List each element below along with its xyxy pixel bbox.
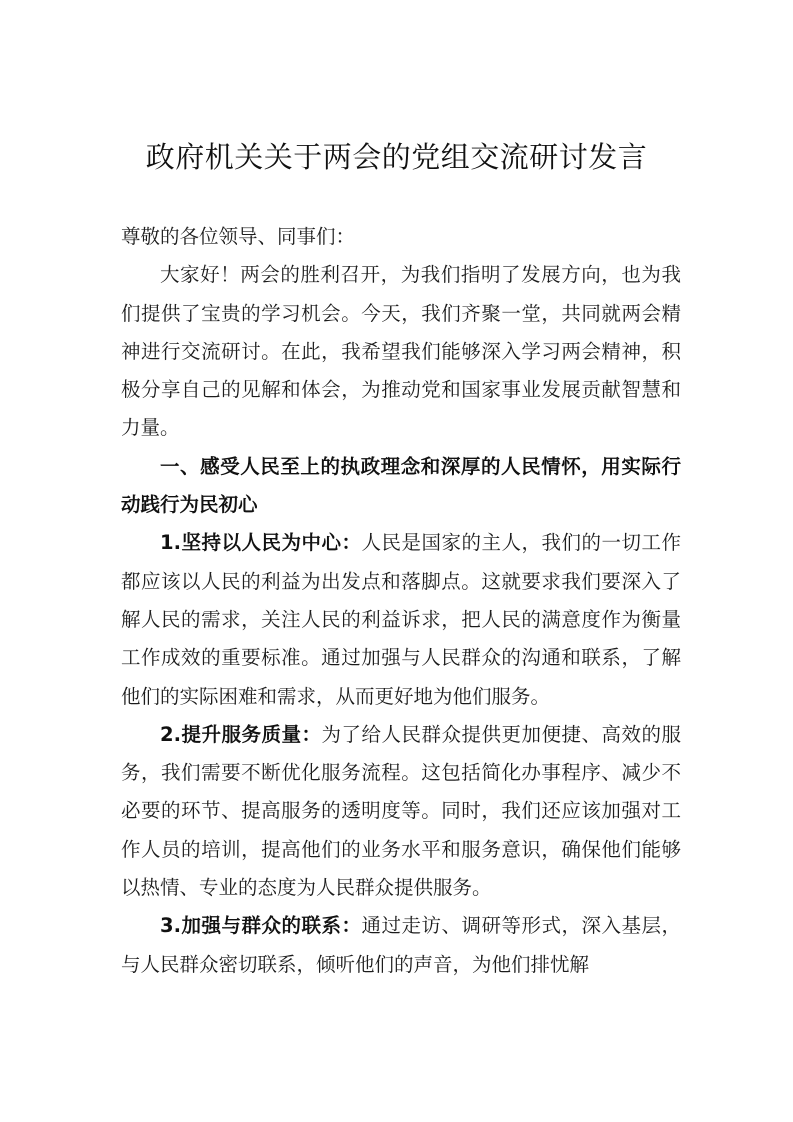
list-item (121, 907, 681, 984)
list-item (121, 524, 681, 715)
document-body (121, 218, 681, 984)
item-title: 3.加强与群众的联系： (160, 914, 362, 938)
opening-paragraph: 大家好！两会的胜利召开，为我们指明了发展方向，也为我们提供了宝贵的学习机会。今天，我们齐聚一堂，共同就两会精神进行交流研讨。在此，我希望我们能够深入学习两会精神，积极分享自己的见解和体会，为推动党和国家事业发展贡献智慧和力量。 (121, 263, 681, 440)
item-title: 2.提升服务质量： (160, 722, 322, 746)
salutation: 尊敬的各位领导、同事们： (121, 225, 356, 248)
list-item (121, 716, 681, 907)
item-text: 人民是国家的主人，我们的一切工作都应该以人民的利益为出发点和落脚点。这就要求我们要深入了解人民的需求，关注人民的利益诉求，把人民的满意度作为衡量工作成效的重要标准。通过加强与人民群众的沟通和联系，了解他们的实际困难和需求，从而更好地为他们服务。 (121, 531, 681, 708)
item-title: 1.坚持以人民为中心： (160, 531, 362, 555)
section-heading: 一、感受人民至上的执政理念和深厚的人民情怀，用实际行动践行为民初心 (121, 454, 681, 517)
item-text: 为了给人民群众提供更加便捷、高效的服务，我们需要不断优化服务流程。这包括简化办事程序、减少不必要的环节、提高服务的透明度等。同时，我们还应该加强对工作人员的培训，提高他们的业务水平和服务意识，确保他们能够以热情、专业的态度为人民群众提供服务。 (121, 722, 681, 900)
item-text: 通过走访、调研等形式，深入基层，与人民群众密切联系，倾听他们的声音，为他们排忧解 (121, 914, 681, 976)
document-title: 政府机关关于两会的党组交流研讨发言 (145, 140, 648, 174)
